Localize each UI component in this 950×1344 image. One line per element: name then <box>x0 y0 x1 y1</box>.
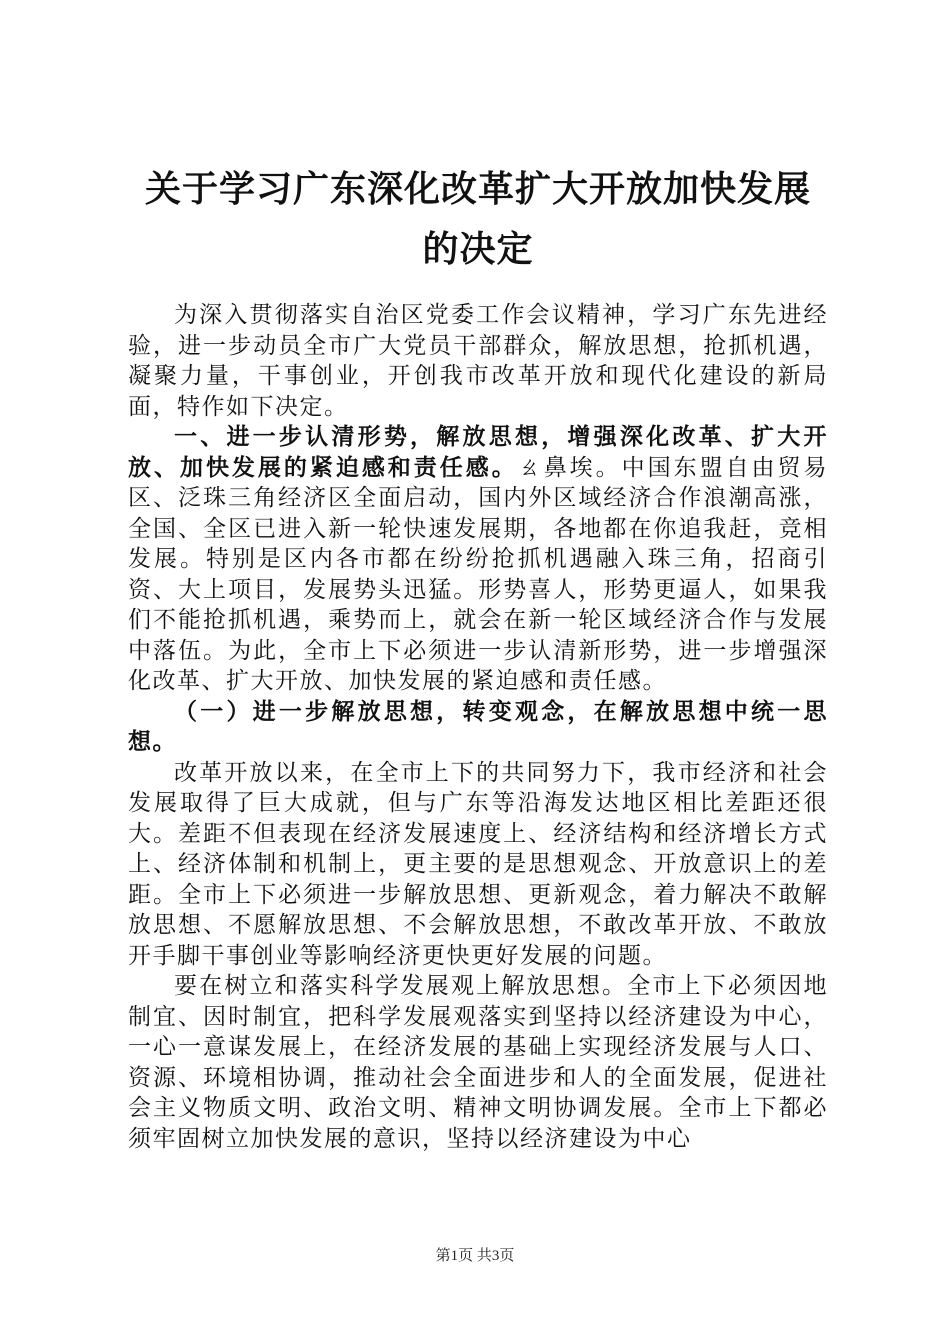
paragraph-intro <box>128 300 828 422</box>
paragraph-text: 为深入贯彻落实自治区党委工作会议精神，学习广东先进经验，进一步动员全市广大党员干部群众，解放思想，抢抓机遇，凝聚力量，干事创业，开创我市改革开放和现代化建设的新局面，特作如下决定。 <box>128 302 828 420</box>
paragraph-text: 改革开放以来，在全市上下的共同努力下，我市经济和社会发展取得了巨大成就，但与广东等沿海发达地区相比差距还很大。差距不但表现在经济发展速度上、经济结构和经济增长方式上、经济体制和机制上，更主要的是思想观念、开放意识上的差距。全市上下必须进一步解放思想、更新观念，着力解决不敢解放思想、不愿解放思想、不会解放思想，不敢改革开放、不敢放开手脚干事创业等影响经济更快更好发展的问题。 <box>128 759 828 969</box>
paragraph-body-2 <box>128 971 828 1154</box>
document-body <box>128 300 828 1154</box>
page-number-footer: 第1页 共3页 <box>435 1248 515 1264</box>
paragraph-text: ㄠ鼻埃。中国东盟自由贸易区、泛珠三角经济区全面启动，国内外区域经济合作浪潮高涨，全国、全区已进入新一轮快速发展期，各地都在你追我赶，竞相发展。特别是区内各市都在纷纷抢抓机遇融入珠三角，招商引资、大上项目，发展势头迅猛。形势喜人，形势更逼人，如果我们不能抢抓机遇，乘势而上，就会在新一轮区域经济合作与发展中落伍。为此，全市上下必须进一步认清新形势，进一步增强深化改革、扩大开放、加快发展的紧迫感和责任感。 <box>128 454 829 694</box>
paragraph-section-1 <box>128 422 828 697</box>
paragraph-text: 要在树立和落实科学发展观上解放思想。全市上下必须因地制宜、因时制宜，把科学发展观落实到坚持以经济建设为中心，一心一意谋发展上，在经济发展的基础上实现经济发展与人口、资源、环境相协调，推动社会全面进步和人的全面发展，促进社会主义物质文明、政治文明、精神文明协调发展。全市上下都必须牢固树立加快发展的意识，坚持以经济建设为中心 <box>128 973 828 1152</box>
subsection-heading: （一）进一步解放思想，转变观念，在解放思想中统一思想。 <box>128 698 828 755</box>
paragraph-body-1 <box>128 758 828 972</box>
paragraph-subsection-1 <box>128 697 828 758</box>
document-title: 关于学习广东深化改革扩大开放加快发展的决定 <box>144 169 811 270</box>
section-heading: 一、进一步认清形势，解放思想，增强深化改革、扩大开放、加快发展的紧迫感和责任感。 <box>128 424 828 481</box>
